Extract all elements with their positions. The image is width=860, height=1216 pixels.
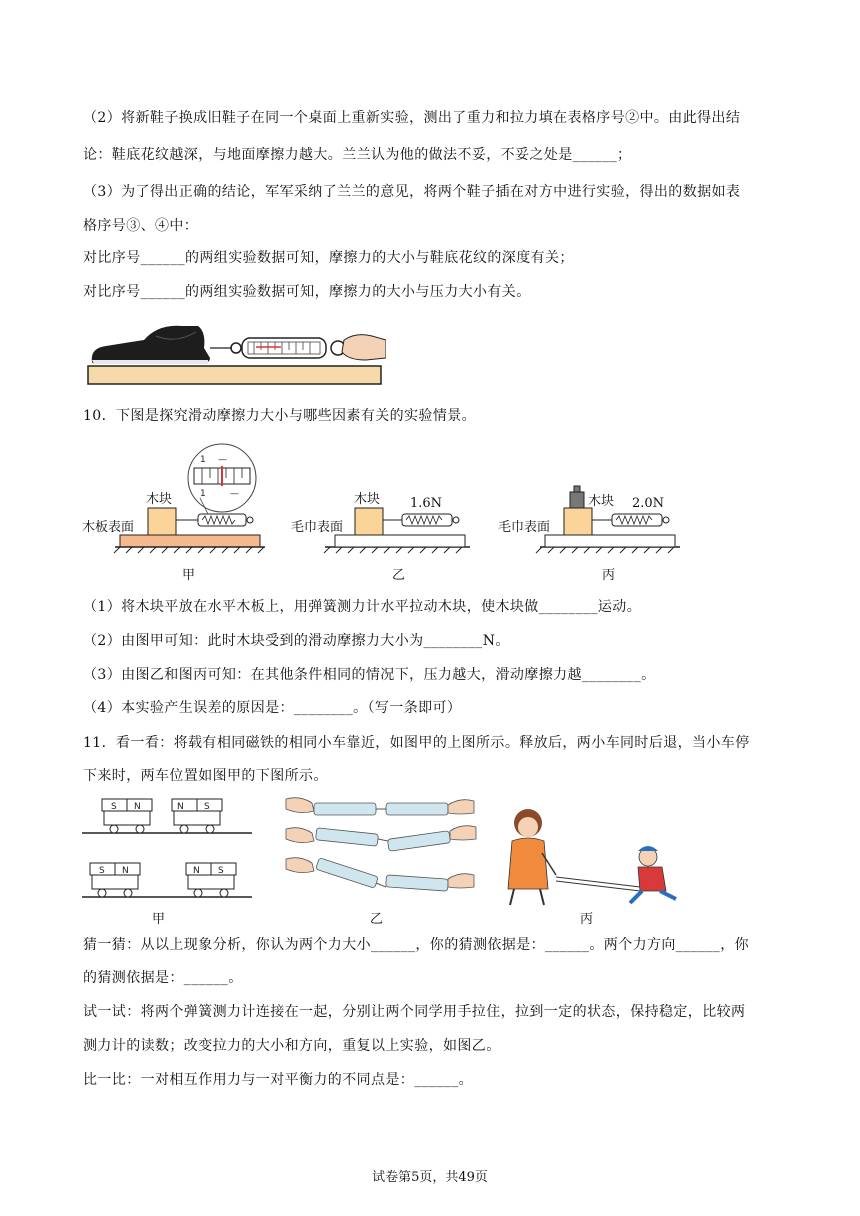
pole-s: S (111, 802, 117, 812)
panel-bing-tug (508, 809, 676, 905)
panel-yi (324, 508, 470, 553)
shoe-spring-scale-figure (86, 318, 386, 392)
caption-bing: 丙 (602, 568, 616, 583)
q9-text-line: 对比序号______的两组实验数据可知，摩擦力的大小与压力大小有关。 (83, 284, 531, 300)
reading-bing: 2.0N (632, 496, 665, 511)
q10-part3: （3）由图乙和图丙可知：在其他条件相同的情况下，压力越大，滑动摩擦力越________。 (83, 667, 656, 683)
q9-text-line: 论：鞋底花纹越深，与地面摩擦力越大。兰兰认为他的做法不妥，不妥之处是______； (83, 147, 632, 163)
pole-s: S (218, 866, 224, 876)
svg-text:—: — (230, 489, 239, 499)
q11-compare: 比一比：一对相互作用力与一对平衡力的不同点是：______。 (83, 1072, 473, 1088)
pole-n: N (134, 802, 141, 812)
pole-n: N (193, 866, 200, 876)
magnet-cart-figure (80, 795, 690, 929)
friction-experiment-figure (80, 440, 690, 589)
reading-yi: 1.6N (410, 496, 443, 511)
q9-text-line: 对比序号______的两组实验数据可知，摩擦力的大小与鞋底花纹的深度有关； (83, 250, 574, 266)
pole-n: N (122, 866, 129, 876)
q10-part2: （2）由图甲可知：此时木块受到的滑动摩擦力大小为________N。 (83, 633, 510, 649)
q11-guess-1: 猜一猜：从以上现象分析，你认为两个力大小______，你的猜测依据是：______。两个力方向______，你 (83, 937, 749, 953)
panel-yi-scales (286, 798, 476, 891)
panel-jia-carts (82, 799, 252, 897)
q10-part4: （4）本实验产生误差的原因是：________。（写一条即可） (83, 700, 462, 716)
q11-stem-1: 11．看一看：将载有相同磁铁的相同小车靠近，如图甲的上图所示。释放后，两小车同时后退，当小车停 (83, 735, 750, 751)
q11-try-1: 试一试：将两个弹簧测力计连接在一起，分别让两个同学用手拉住，拉到一定的状态，保持稳定，比较两 (83, 1004, 746, 1020)
label-block-yi: 木块 (354, 492, 381, 507)
q9-text-line: 格序号③、④中： (83, 218, 199, 234)
page-footer: 试卷第5页，共49页 (372, 1170, 488, 1185)
label-towel-surface-yi: 毛巾表面 (291, 520, 344, 535)
q10-part1: （1）将木块平放在水平木板上，用弹簧测力计水平拉动木块，使木块做________运动。 (83, 599, 642, 615)
svg-text:—: — (218, 455, 227, 465)
q10-stem: 10．下图是探究滑动摩擦力大小与哪些因素有关的实验情景。 (83, 408, 477, 424)
panel-jia (114, 444, 265, 553)
pole-n: N (177, 802, 184, 812)
svg-text:1: 1 (200, 455, 206, 465)
label-towel-surface-bing: 毛巾表面 (498, 520, 551, 535)
label-wood-surface: 木板表面 (82, 520, 135, 535)
caption-bing: 丙 (580, 912, 594, 927)
q11-stem-2: 下来时，两车位置如图甲的下图所示。 (83, 768, 328, 784)
pole-s: S (204, 802, 210, 812)
caption-jia: 甲 (182, 568, 196, 583)
caption-yi: 乙 (392, 568, 406, 583)
label-block-bing: 木块 (588, 494, 615, 509)
q11-try-2: 测力计的读数；改变拉力的大小和方向，重复以上实验，如图乙。 (83, 1038, 501, 1054)
q9-text-line: （3）为了得出正确的结论，军军采纳了兰兰的意见，将两个鞋子插在对方中进行实验，得出的数据如表 (83, 184, 741, 200)
pole-s: S (99, 866, 105, 876)
caption-yi: 乙 (370, 912, 384, 927)
svg-text:1: 1 (200, 489, 206, 499)
q11-guess-2: 的猜测依据是：______。 (83, 970, 243, 986)
q9-text-line: （2）将新鞋子换成旧鞋子在同一个桌面上重新实验，测出了重力和拉力填在表格序号②中。由此得出结 (83, 110, 741, 126)
label-block-jia: 木块 (146, 492, 173, 507)
caption-jia: 甲 (152, 912, 166, 927)
